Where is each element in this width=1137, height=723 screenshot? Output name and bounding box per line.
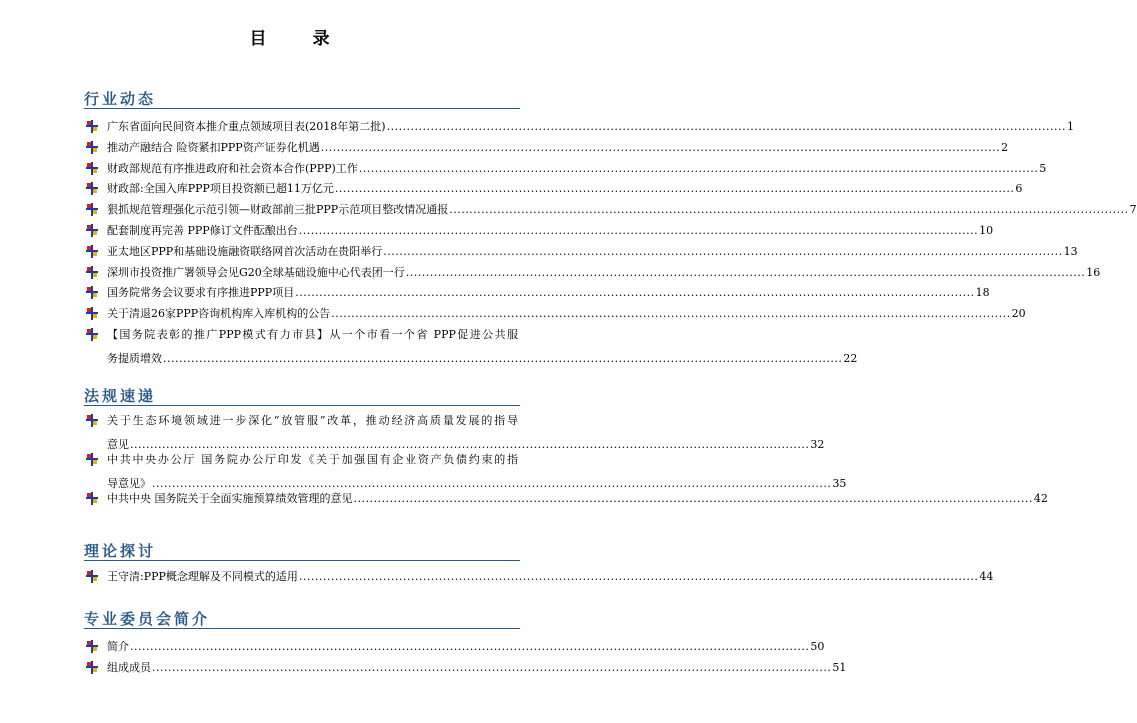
diamond-bullet-icon bbox=[86, 162, 98, 175]
toc-entry-page-number: 35 bbox=[832, 477, 847, 490]
toc-entry-title: 导意见》 bbox=[107, 477, 151, 490]
toc-entry-page-number: 32 bbox=[810, 438, 825, 451]
toc-entry-page-number: 7 bbox=[1129, 203, 1137, 217]
toc-entry-title: 财政部:全国入库PPP项目投资额已超11万亿元 bbox=[107, 182, 334, 196]
toc-entry-title: 王守清:PPP概念理解及不同模式的适用 bbox=[107, 570, 298, 583]
toc-entry-title: 国务院常务会议要求有序推进PPP项目 bbox=[107, 286, 295, 300]
toc-entry-page-number: 1 bbox=[1067, 120, 1074, 133]
toc-entry-title: 意见 bbox=[107, 438, 129, 451]
section-divider bbox=[84, 560, 520, 561]
dot-leader bbox=[130, 640, 809, 653]
toc-entry-page-number: 50 bbox=[810, 640, 825, 653]
toc-entry[interactable] bbox=[86, 327, 858, 365]
diamond-bullet-icon bbox=[86, 266, 98, 279]
toc-entry-page-number: 2 bbox=[1001, 140, 1009, 154]
dot-leader bbox=[163, 352, 842, 365]
toc-list-theory bbox=[86, 570, 994, 591]
toc-entry[interactable] bbox=[86, 223, 994, 245]
section-divider bbox=[84, 405, 520, 406]
diamond-bullet-icon bbox=[86, 224, 98, 237]
toc-entry-page-number: 6 bbox=[1015, 182, 1023, 196]
toc-entry[interactable] bbox=[86, 570, 994, 591]
toc-entry-title-line1: 中共中央办公厅 国务院办公厅印发《关于加强国有企业资产负债约束的指 bbox=[107, 453, 518, 466]
dot-leader bbox=[406, 266, 1085, 279]
dot-leader bbox=[449, 203, 1128, 216]
toc-entry-title: 配套制度再完善 PPP修订文件酝酿出台 bbox=[107, 223, 298, 237]
toc-entry[interactable] bbox=[86, 265, 1101, 287]
toc-entry-title-line1: 关于生态环境领域进一步深化“放管服”改革，推动经济高质量发展的指导 bbox=[107, 414, 518, 427]
toc-entry-page-number: 51 bbox=[832, 660, 847, 674]
toc-entry-title: 推动产融结合 险资紧扣PPP资产证券化机遇 bbox=[107, 140, 320, 154]
toc-entry[interactable] bbox=[86, 140, 1009, 162]
diamond-bullet-icon bbox=[86, 661, 98, 674]
toc-entry-page-number: 20 bbox=[1011, 307, 1026, 321]
dot-leader bbox=[359, 162, 1038, 175]
section-heading-theory: 理论探讨 bbox=[84, 542, 157, 560]
diamond-bullet-icon bbox=[86, 245, 98, 258]
toc-entry-page-number: 22 bbox=[843, 351, 858, 365]
toc-entry[interactable] bbox=[86, 640, 825, 661]
section-heading-regulations: 法规速递 bbox=[84, 387, 157, 405]
toc-entry[interactable] bbox=[86, 244, 1078, 266]
toc-entry-page-number: 16 bbox=[1086, 265, 1101, 279]
toc-entry-title: 务提质增效 bbox=[107, 351, 162, 365]
diamond-bullet-icon bbox=[86, 328, 98, 341]
dot-leader bbox=[321, 141, 1000, 154]
diamond-bullet-icon bbox=[86, 286, 98, 299]
dot-leader bbox=[335, 182, 1014, 195]
toc-entry[interactable] bbox=[86, 161, 1047, 183]
toc-entry-page-number: 5 bbox=[1039, 161, 1047, 175]
dot-leader bbox=[152, 477, 831, 490]
dot-leader bbox=[152, 661, 831, 674]
toc-entry-title: 亚太地区PPP和基础设施融资联络网首次活动在贵阳举行 bbox=[107, 244, 383, 258]
toc-entry-title: 财政部规范有序推进政府和社会资本合作(PPP)工作 bbox=[107, 161, 358, 175]
diamond-bullet-icon bbox=[86, 492, 98, 505]
section-heading-committee: 专业委员会简介 bbox=[84, 610, 211, 628]
dot-leader bbox=[331, 307, 1010, 320]
toc-entry-title: 简介 bbox=[107, 640, 129, 653]
toc-entry[interactable] bbox=[86, 414, 825, 451]
dot-leader bbox=[383, 245, 1062, 258]
toc-entry[interactable] bbox=[86, 203, 1137, 224]
toc-entry[interactable] bbox=[86, 182, 1023, 203]
toc-list-committee bbox=[86, 640, 847, 682]
toc-entry-title: 狠抓规范管理强化示范引领—财政部前三批PPP示范项目整改情况通报 bbox=[107, 203, 449, 217]
toc-entry-page-number: 18 bbox=[975, 286, 990, 300]
toc-entry-title: 关于清退26家PPP咨询机构库入库机构的公告 bbox=[107, 307, 331, 321]
section-divider bbox=[84, 628, 520, 629]
toc-entry-title: 广东省面向民间资本推介重点领域项目表(2018年第二批) bbox=[107, 120, 386, 133]
section-heading-industry: 行业动态 bbox=[84, 90, 157, 108]
toc-entry-page-number: 10 bbox=[979, 223, 994, 237]
dot-leader bbox=[299, 570, 978, 583]
toc-entry-page-number: 42 bbox=[1033, 492, 1048, 505]
toc-entry[interactable] bbox=[86, 286, 990, 307]
section-divider bbox=[84, 108, 520, 109]
dot-leader bbox=[295, 286, 974, 299]
dot-leader bbox=[130, 438, 809, 451]
diamond-bullet-icon bbox=[86, 307, 98, 320]
diamond-bullet-icon bbox=[86, 203, 98, 216]
toc-list-industry bbox=[86, 120, 1137, 367]
dot-leader bbox=[299, 224, 978, 237]
toc-entry-page-number: 13 bbox=[1063, 244, 1078, 258]
toc-entry-title-line1: 【国务院表彰的推广PPP模式有力市县】从一个市看一个省 PPP促进公共服 bbox=[107, 327, 518, 341]
toc-entry-title: 中共中央 国务院关于全面实施预算绩效管理的意见 bbox=[107, 492, 353, 505]
toc-entry[interactable] bbox=[86, 660, 847, 682]
diamond-bullet-icon bbox=[86, 414, 98, 427]
toc-entry[interactable] bbox=[86, 492, 1048, 513]
diamond-bullet-icon bbox=[86, 570, 98, 583]
toc-entry-title: 深圳市投资推广署领导会见G20全球基础设施中心代表团一行 bbox=[107, 265, 405, 279]
diamond-bullet-icon bbox=[86, 640, 98, 653]
dot-leader bbox=[354, 492, 1033, 505]
diamond-bullet-icon bbox=[86, 182, 98, 195]
dot-leader bbox=[387, 120, 1066, 133]
diamond-bullet-icon bbox=[86, 453, 98, 466]
toc-entry-page-number: 44 bbox=[979, 570, 994, 583]
toc-entry[interactable] bbox=[86, 120, 1074, 141]
diamond-bullet-icon bbox=[86, 141, 98, 154]
toc-entry[interactable] bbox=[86, 307, 1026, 328]
toc-entry[interactable] bbox=[86, 453, 847, 490]
toc-list-regulations bbox=[86, 414, 1048, 513]
toc-entry-title: 组成成员 bbox=[107, 660, 151, 674]
diamond-bullet-icon bbox=[86, 120, 98, 133]
page-title: 目 录 bbox=[249, 29, 350, 49]
